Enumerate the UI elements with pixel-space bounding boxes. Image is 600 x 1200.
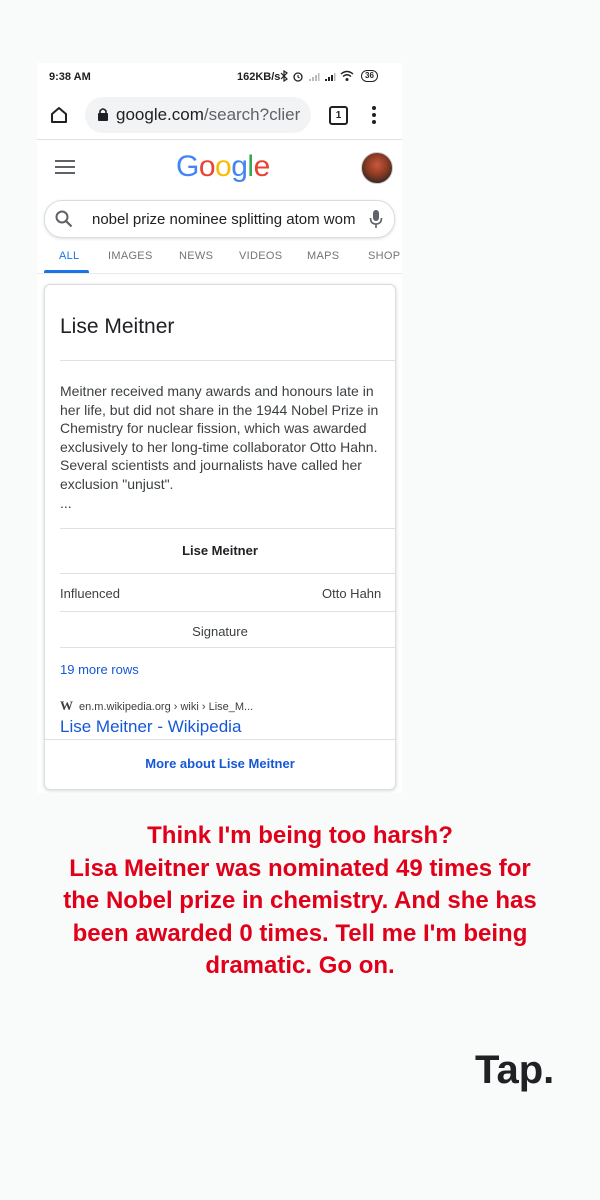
caption-line: been awarded 0 times. Tell me I'm being xyxy=(72,919,528,947)
divider xyxy=(60,528,395,529)
phone-screenshot xyxy=(37,63,402,793)
divider xyxy=(60,647,395,648)
status-bar xyxy=(37,63,402,91)
google-logo-letter: e xyxy=(253,150,270,183)
description-text: Meitner received many awards and honours late in her life, but did not share in the 1944 Nobel Prize in Chemistry for nuclear fission, which was awarded exclusively to her long-time collaborator Otto Hahn. Several scientists and journalists have called her exclusion "unjust". xyxy=(60,383,379,492)
google-logo-letter: G xyxy=(176,150,199,183)
signal-icon xyxy=(324,70,336,82)
address-text xyxy=(116,105,300,125)
tab-videos[interactable]: VIDEOS xyxy=(239,250,283,262)
signal-weak-icon xyxy=(308,70,320,82)
wikipedia-link[interactable]: Lise Meitner - Wikipedia xyxy=(60,717,242,736)
divider xyxy=(60,360,395,361)
bluetooth-icon xyxy=(280,70,288,82)
avatar[interactable] xyxy=(361,152,393,184)
google-logo-letter: o xyxy=(198,150,216,183)
google-header xyxy=(37,140,402,198)
caption-line: dramatic. Go on. xyxy=(205,952,395,979)
more-about-link[interactable]: More about Lise Meitner xyxy=(145,756,295,771)
caption-line: the Nobel prize in chemistry. And she has xyxy=(63,887,537,914)
wikipedia-logo: W xyxy=(60,698,73,713)
tab-switcher-button[interactable]: 1 xyxy=(329,106,348,125)
more-rows-link[interactable]: 19 more rows xyxy=(60,662,139,677)
tab-all[interactable]: ALL xyxy=(59,250,80,262)
panel-description xyxy=(60,382,395,512)
hamburger-menu-icon[interactable] xyxy=(55,160,75,174)
google-logo[interactable] xyxy=(176,150,270,184)
address-bar[interactable] xyxy=(85,97,311,133)
google-logo-letter: l xyxy=(247,150,254,183)
source-url: en.m.wikipedia.org › wiki › Lise_M... xyxy=(79,701,254,713)
search-box[interactable] xyxy=(44,200,395,238)
infobox-row-label: Influenced xyxy=(60,586,120,601)
divider xyxy=(45,739,395,740)
battery-indicator: 36 xyxy=(361,70,378,82)
panel-title: Lise Meitner xyxy=(60,315,175,338)
infobox-header: Lise Meitner xyxy=(182,543,258,558)
home-icon[interactable] xyxy=(49,105,69,125)
status-time: 9:38 AM xyxy=(49,71,91,83)
caption-line: Think I'm being too harsh? xyxy=(147,822,453,849)
active-tab-indicator xyxy=(44,270,89,273)
wifi-icon xyxy=(340,70,354,82)
lock-icon xyxy=(97,107,109,122)
search-icon xyxy=(55,210,73,228)
tap-prompt[interactable]: Tap. xyxy=(475,1048,555,1092)
more-options-icon[interactable] xyxy=(370,105,378,125)
source-line[interactable] xyxy=(60,698,253,714)
story-caption xyxy=(0,820,600,983)
tab-news[interactable]: NEWS xyxy=(179,250,214,262)
url-path: /search?clier xyxy=(203,105,301,124)
tab-images[interactable]: IMAGES xyxy=(108,250,153,262)
microphone-icon[interactable] xyxy=(369,209,383,229)
search-tabs xyxy=(37,241,402,274)
google-logo-letter: g xyxy=(231,150,248,183)
caption-line: Lisa Meitner was nominated 49 times for xyxy=(69,854,531,882)
google-logo-letter: o xyxy=(215,150,232,183)
alarm-icon xyxy=(292,70,304,82)
infobox-row-value[interactable]: Otto Hahn xyxy=(322,586,382,601)
tab-maps[interactable]: MAPS xyxy=(307,250,340,262)
url-domain: google.com xyxy=(116,105,204,124)
browser-toolbar xyxy=(37,91,402,140)
status-icons xyxy=(280,68,378,84)
knowledge-panel xyxy=(44,284,396,790)
tab-shopping[interactable]: SHOP xyxy=(368,250,401,262)
status-data-rate: 162KB/s xyxy=(237,71,281,83)
divider xyxy=(60,611,395,612)
description-ellipsis[interactable]: ... xyxy=(60,494,72,511)
search-input[interactable]: nobel prize nominee splitting atom wom xyxy=(92,211,356,228)
divider xyxy=(60,573,395,574)
infobox-signature: Signature xyxy=(192,624,248,639)
